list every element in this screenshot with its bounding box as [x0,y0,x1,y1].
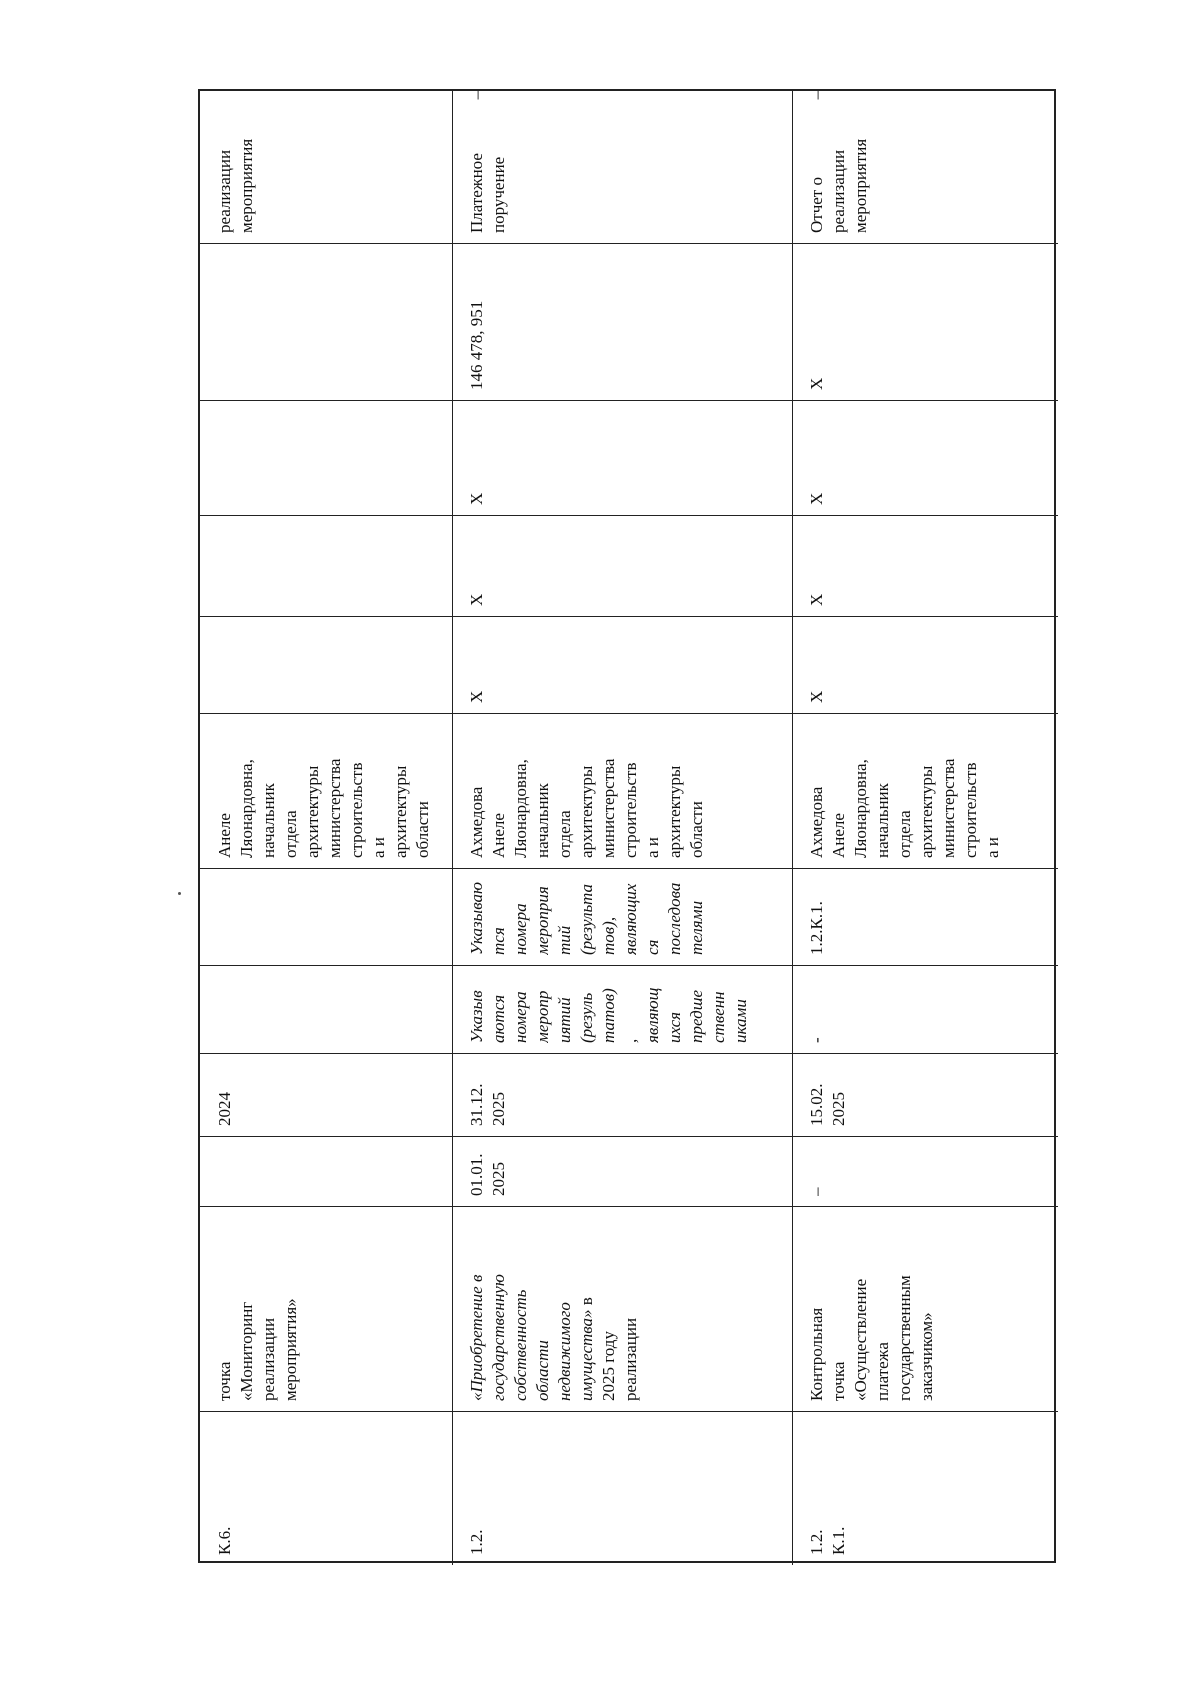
cell-line: а и [643,837,662,858]
cell-line: – [807,1187,826,1196]
cell-line: собственность [511,1289,530,1401]
column-divider [200,243,1058,244]
cell-line: области [533,1340,552,1401]
cell-document-row-1 [214,95,446,233]
cell-line: архитектуры [303,765,322,858]
cell-line: X [807,593,826,606]
cell-line: «Осуществление [851,1278,870,1401]
cell-line: Анеле [489,813,508,858]
column-divider [200,1053,1058,1054]
cell-line: Ляонардовна, [851,759,870,858]
cell-fragment: имущества» [577,1309,596,1401]
column-divider [200,868,1058,869]
cell-line: строительств [961,762,980,858]
cell-number-row-3 [806,1415,1052,1555]
column-divider [200,616,1058,617]
cell-line: иками [731,999,750,1043]
cell-line: государственным [895,1275,914,1401]
cell-col-13-row-3 [806,91,1052,100]
cell-col-8-row-2 [466,620,786,703]
cell-line: предше [687,989,706,1043]
cell-line: точка [829,1361,848,1401]
cell-line: 2025 [489,1092,508,1126]
cell-line: Ляонардовна, [511,759,530,858]
cell-line: Контрольная [807,1307,826,1401]
cell-document-row-2 [466,95,786,233]
cell-line: (результа [577,884,596,955]
cell-line: номера [511,991,530,1043]
cell-col-13-row-2 [466,91,786,100]
cell-line: строительств [621,762,640,858]
cell-line: Указываю [467,882,486,955]
cell-line: начальник [873,783,892,858]
cell-line: поручение [489,156,508,233]
cell-end-date-row-2 [466,1057,786,1126]
cell-line: ственн [709,991,728,1043]
cell-line: X [467,690,486,703]
cell-line: «Мониторинг [237,1301,256,1401]
cell-line: Анеле [829,813,848,858]
cell-col-10-row-1 [214,404,446,505]
cell-line: Платежное [467,153,486,233]
cell-line: являющ [643,987,662,1043]
cell-line: иятий [555,997,574,1043]
cell-line: архитектуры [917,765,936,858]
cell-line: министерства [939,758,958,858]
cell-line [576,1210,598,1401]
cell-line: аются [489,994,508,1043]
cell-line: Отчет о [807,177,826,233]
cell-line: 1.2.К.1. [807,901,826,955]
cell-col-11-row-1 [214,247,446,390]
cell-line: области [413,801,432,858]
cell-line: реализации [829,149,848,233]
column-divider [200,400,1058,401]
cell-line: архитектуры [577,765,596,858]
cell-start-date-row-2 [466,1140,786,1196]
cell-line: отдела [555,810,574,858]
cell-col-8-row-3 [806,620,1052,703]
cell-line: а и [983,837,1002,858]
cell-line: «Приобретение в [467,1274,486,1401]
cell-line: ся [643,939,662,955]
cell-name-row-2 [466,1210,786,1401]
cell-line: X [807,492,826,505]
cell-line: X [807,377,826,390]
cell-line: начальник [533,783,552,858]
cell-number-row-2 [466,1415,786,1555]
cell-line: последова [665,882,684,955]
cell-line: ихся [665,1011,684,1043]
cell-col-8-row-1 [214,620,446,703]
cell-line: государственную [489,1274,508,1401]
cell-line: 2024 [215,1092,234,1126]
cell-col-10-row-2 [466,404,786,505]
cell-line: 2025 [489,1162,508,1196]
cell-line: тся [489,927,508,955]
cell-line: являющих [621,883,640,955]
cell-line: К.1. [829,1526,848,1555]
cell-line: X [467,593,486,606]
cell-line: татов) [599,988,618,1043]
cell-line: реализации [215,149,234,233]
document-table [198,89,1056,1563]
cell-successors-row-2 [466,872,786,955]
cell-responsible-row-1 [214,717,446,858]
row-divider [452,91,453,1565]
cell-col-9-row-3 [806,519,1052,606]
cell-line: X [807,690,826,703]
cell-line: точка [215,1361,234,1401]
cell-line: меропр [533,990,552,1043]
cell-line: а и [369,837,388,858]
cell-line: Анеле [215,813,234,858]
column-divider [200,1411,1058,1412]
cell-predecessors-row-2 [466,969,786,1043]
cell-line: недвижимого [555,1302,574,1401]
cell-line: 2025 [829,1092,848,1126]
cell-line: Ахмедова [467,786,486,858]
row-divider [792,91,793,1565]
cell-line: 146 478, 951 [467,300,486,390]
scan-dot [178,892,181,895]
cell-line: мероприятия [237,138,256,233]
cell-col-11-row-2 [466,247,786,390]
cell-predecessors-row-3 [806,969,1052,1043]
cell-line: К.6. [215,1526,234,1555]
cell-line: 1.2. [807,1529,826,1555]
cell-line: реализации [621,1317,640,1401]
cell-line: номера [511,903,530,955]
cell-line: министерства [325,758,344,858]
cell-line: 01.01. [467,1153,486,1196]
cell-successors-row-1 [214,872,446,955]
cell-line: отдела [895,810,914,858]
cell-line: тий [555,925,574,955]
cell-line: – [467,91,486,100]
cell-line: телями [687,900,706,955]
cell-line: реализации [259,1317,278,1401]
column-divider [200,1206,1058,1207]
cell-line: отдела [281,810,300,858]
cell-line: архитектуры [391,765,410,858]
column-divider [200,515,1058,516]
cell-line: Указыв [467,990,486,1043]
cell-line: министерства [599,758,618,858]
cell-number-row-1 [214,1415,446,1555]
cell-start-date-row-3 [806,1140,1052,1196]
cell-line: мероприя [533,886,552,955]
cell-line: – [807,91,826,100]
cell-col-9-row-2 [466,519,786,606]
cell-line: 1.2. [467,1529,486,1555]
cell-line: области [687,801,706,858]
column-divider [200,1136,1058,1137]
cell-line: - [807,1037,826,1043]
cell-line: платежа [873,1342,892,1401]
cell-line: строительств [347,762,366,858]
cell-line: тов), [599,916,618,955]
cell-successors-row-3 [806,872,1052,955]
cell-line: Ахмедова [807,786,826,858]
cell-line: архитектуры [665,765,684,858]
cell-line: заказчиком» [917,1312,936,1401]
cell-predecessors-row-1 [214,969,446,1043]
cell-start-date-row-1 [214,1140,446,1196]
cell-line: 31.12. [467,1083,486,1126]
cell-line: Ляонардовна, [237,759,256,858]
cell-end-date-row-1 [214,1057,446,1126]
cell-document-row-3 [806,95,1052,233]
cell-fragment: в [577,1297,596,1306]
cell-col-11-row-3 [806,247,1052,390]
cell-name-row-3 [806,1210,1052,1401]
cell-col-10-row-3 [806,404,1052,505]
column-divider [200,965,1058,966]
cell-line: 15.02. [807,1083,826,1126]
cell-line: (резуль [577,992,596,1043]
cell-responsible-row-3 [806,717,1052,858]
column-divider [200,713,1058,714]
cell-line: начальник [259,783,278,858]
cell-col-9-row-1 [214,519,446,606]
cell-end-date-row-3 [806,1057,1052,1126]
cell-line: , [621,1038,640,1043]
cell-line: 2025 году [599,1331,618,1401]
cell-responsible-row-2 [466,717,786,858]
cell-line: X [467,492,486,505]
cell-line: мероприятия» [281,1298,300,1401]
cell-line: мероприятия [851,138,870,233]
cell-name-row-1 [214,1210,446,1401]
